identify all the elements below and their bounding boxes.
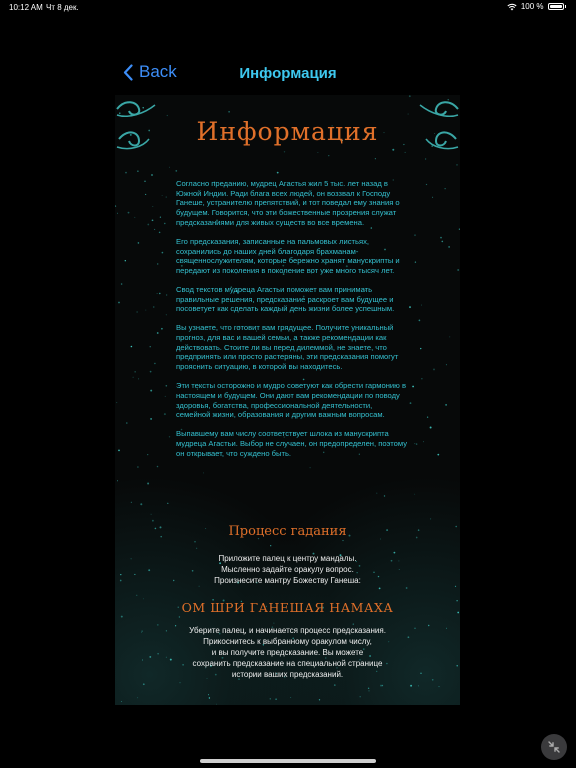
mantra-text: ОМ ШРИ ГАНЕШАЯ НАМАХА: [181, 600, 394, 615]
closing-line: истории ваших предсказаний.: [231, 670, 344, 679]
wifi-icon: [507, 3, 517, 11]
closing-line: сохранить предсказание на специальной странице: [192, 659, 383, 668]
home-indicator[interactable]: [200, 759, 376, 763]
info-paragraph: Свод текстов мудреца Агастьи поможет вам принимать правильные решения, предсказание раскроет вам будущее и посоветует как сделать каждый день жизни более успешным.: [176, 284, 395, 314]
nav-bar: [0, 60, 576, 88]
instruction-line: Приложите палец к центру мандалы.: [218, 554, 357, 563]
closing-line: и вы получите предсказание. Вы можете: [211, 648, 364, 657]
info-paragraph: Эти тексты осторожно и мудро советуют как обрести гармонию в настоящем и будущем. Они дают вам рекомендации по поводу здоровья, богатства, профессиональной деятельности, семейной жизни, образования и другим важным вопросам.: [176, 381, 407, 420]
arrows-collapse-icon: [547, 740, 561, 754]
instruction-line: Мысленно задайте оракулу вопрос.: [221, 565, 354, 574]
instruction-line: Произнесите мантру Божеству Ганеша:: [214, 576, 361, 585]
battery-icon: [548, 3, 564, 10]
info-paragraph: Вы узнаете, что готовит вам грядущее. Получите уникальный прогноз, для вас и вашей семьи, а также рекомендации как действовать. Стоите ли вы перед дилеммой, не знаете, что предпринять или просто растеряны, эти предсказания помогут прояснить ситуацию, в которой вы находитесь.: [176, 323, 399, 372]
info-heading: Информация: [196, 117, 379, 146]
status-time: 10:12 AM: [9, 3, 43, 12]
status-day: Чт 8 дек.: [46, 3, 79, 12]
collapse-button[interactable]: [541, 734, 567, 760]
info-paragraph: Выпавшему вам числу соответствует шлока из манускрипта мудреца Агастьи. Выбор не случаен, он предопределен, поэтому он открывает, что суждено быть.: [176, 429, 407, 458]
battery-percent: 100 %: [520, 2, 544, 11]
section-title-divination: Процесс гадания: [228, 524, 347, 539]
status-right: [507, 2, 566, 11]
info-panel[interactable]: [115, 95, 460, 705]
instructions-block: [115, 553, 460, 586]
info-body: [176, 179, 408, 468]
closing-block: [115, 625, 460, 680]
info-paragraph: Его предсказания, записанные на пальмовых листьях, сохранились до наших дней благодаря брахманам-священнослужителям, которые бережно хранят манускрипты и передают из поколения в поколение вот уже много тысяч лет.: [176, 236, 400, 275]
status-bar: [0, 0, 576, 16]
nav-title: Информация: [239, 65, 337, 82]
info-paragraph: Согласно преданию, мудрец Агастья жил 5 тыс. лет назад в Южной Индии. Ради блага всех людей, он воззвал к Господу Ганеше, устранителю препятствий, и тот поведал ему знания о будущем. Говорится, что эти божественные прозрения служат предсказаниями для живых существ во все времена.: [176, 179, 400, 227]
closing-line: Уберите палец, и начинается процесс предсказания.: [189, 626, 386, 635]
closing-line: Прикоснитесь к выбранному оракулом числу,: [203, 637, 372, 646]
battery-tip: [565, 5, 567, 8]
back-label: Back: [139, 62, 177, 81]
